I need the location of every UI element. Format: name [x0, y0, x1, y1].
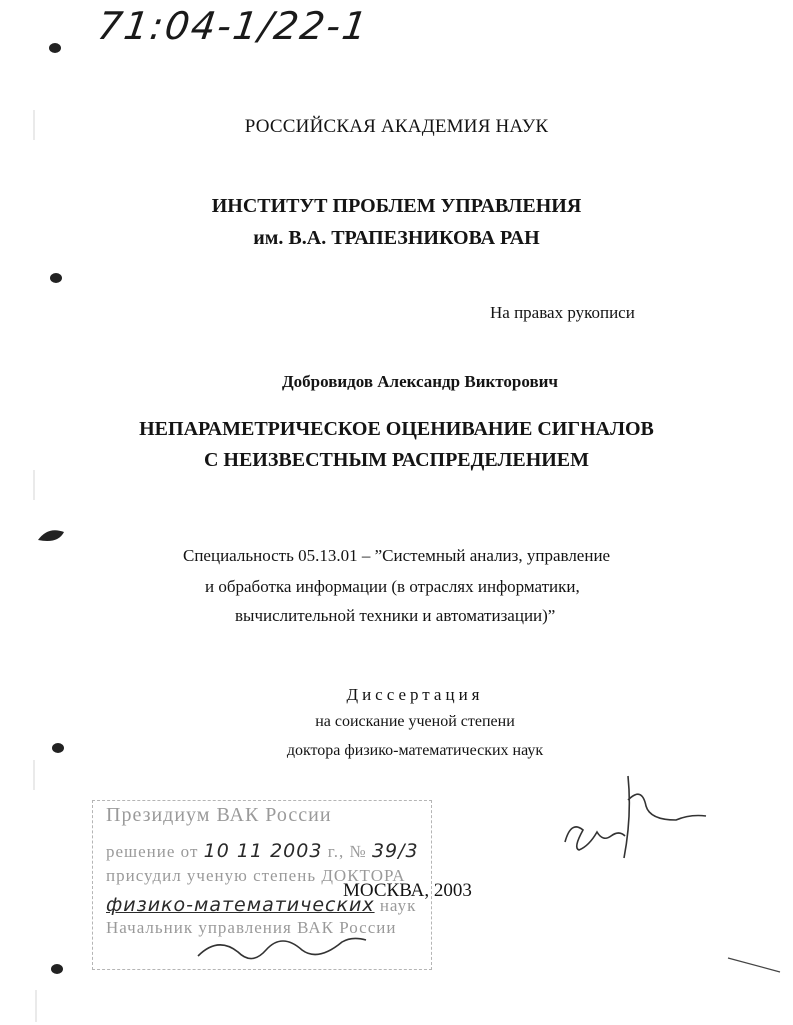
institute-name-line1: ИНСТИТУТ ПРОБЛЕМ УПРАВЛЕНИЯ: [211, 195, 582, 217]
specialty-line3: вычислительной техники и автоматизации)”: [235, 606, 556, 625]
dissertation-title-line2: С НЕИЗВЕСТНЫМ РАСПРЕДЕЛЕНИЕМ: [203, 449, 590, 471]
degree-purpose: на соискание ученой степени: [315, 713, 515, 730]
signature: [624, 776, 706, 858]
stamp-field: физико-математических: [106, 894, 375, 916]
stamp-decision-label: решение от: [106, 842, 199, 861]
manuscript-rights: На правах рукописи: [490, 303, 635, 322]
place-and-year: МОСКВА, 2003: [343, 880, 472, 901]
signature: [565, 827, 625, 850]
stamp-field-suffix: наук: [379, 896, 417, 915]
specialty-line1: Специальность 05.13.01 – ”Системный анализ, управление: [183, 546, 611, 565]
institute-name-line2: им. В.А. ТРАПЕЗНИКОВА РАН: [253, 227, 540, 249]
stamp-line-2: [106, 840, 419, 862]
stamp-number: 39/3: [371, 840, 419, 862]
archive-number: 71:04-1/22-1: [94, 4, 372, 48]
stamp-line-1: Президиум ВАК России: [106, 804, 332, 826]
organization-name: РОССИЙСКАЯ АКАДЕМИЯ НАУК: [244, 116, 549, 137]
punch-mark: [49, 43, 61, 53]
stamp-signature: [192, 932, 372, 968]
specialty-line2: и обработка информации (в отраслях информатики,: [205, 577, 580, 596]
degree-name: доктора физико-математических наук: [286, 742, 544, 759]
stamp-line-3: присудил ученую степень ДОКТОРА: [106, 866, 406, 885]
stamp-line-5: Начальник управления ВАК России: [106, 918, 397, 937]
dissertation-title-line1: НЕПАРАМЕТРИЧЕСКОЕ ОЦЕНИВАНИЕ СИГНАЛОВ: [139, 418, 654, 440]
author-name: Добровидов Александр Викторович: [281, 372, 559, 391]
punch-mark: [50, 273, 62, 283]
scan-line: [728, 958, 780, 972]
dissertation-label: Диссертация: [346, 685, 484, 704]
punch-mark: [51, 964, 63, 974]
punch-mark: [38, 530, 64, 541]
stamp-date: 10 11 2003: [203, 840, 323, 862]
stamp-number-label: г., №: [327, 842, 367, 861]
